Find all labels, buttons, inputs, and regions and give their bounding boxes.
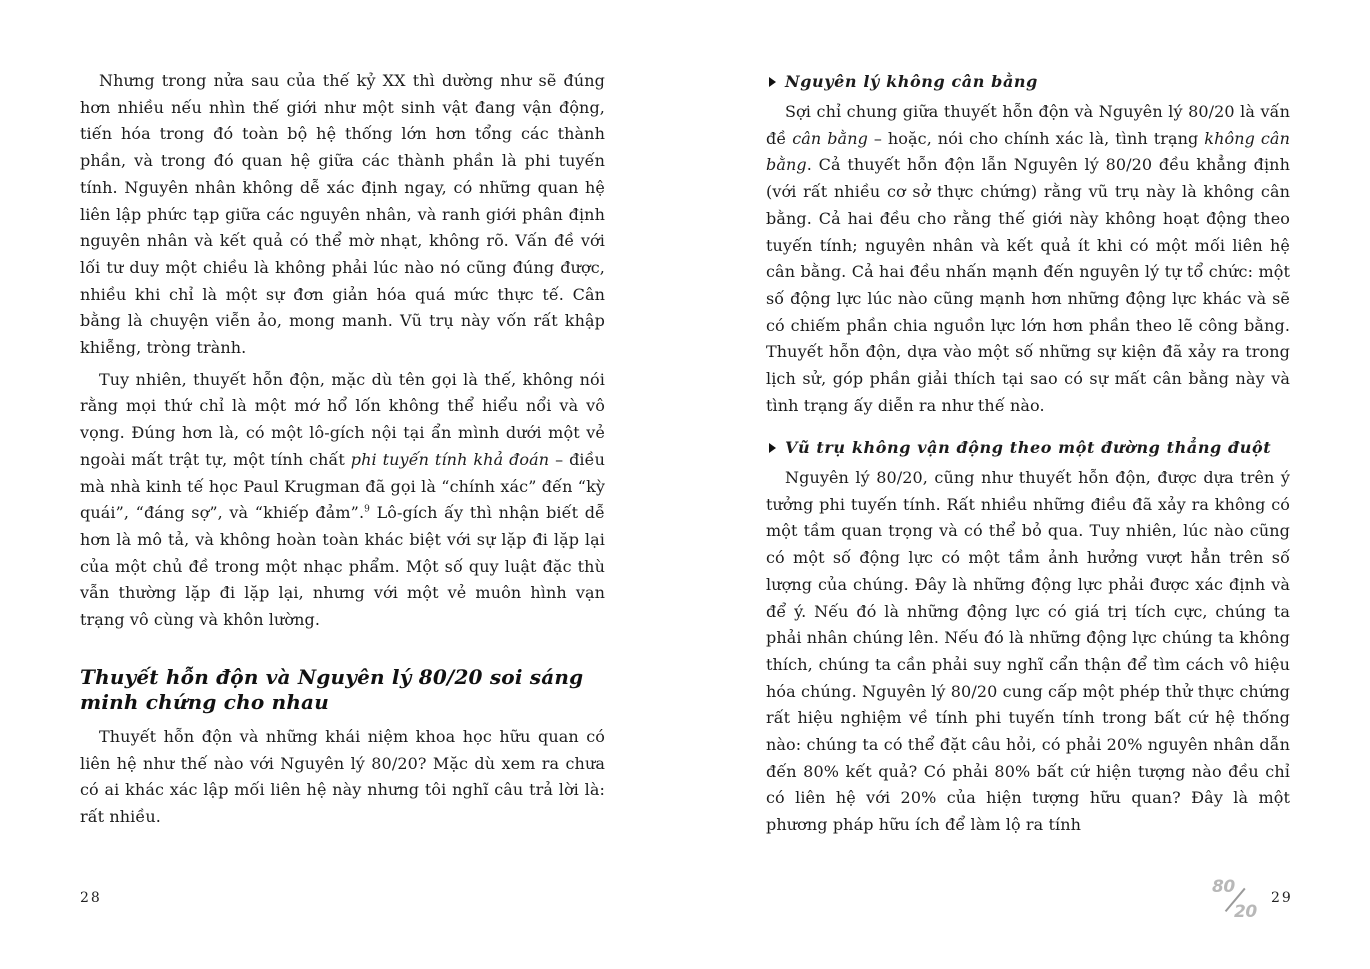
paragraph-2: Tuy nhiên, thuyết hỗn độn, mặc dù tên gọi là thế, không nói rằng mọi thứ chỉ là một mớ hổ lốn không thể hiểu nổi và vô vọng. Đúng hơn là, có một lô-gích nội tại ẩn mình dưới một vẻ ngoài mất trật tự, một tính chất phi tuyến tính khả đoán – điều mà nhà kinh tế học Paul Krugman đã gọi là “chính xác” đến “kỳ quái”, “đáng sợ”, và “khiếp đảm”.$^9$ Lô-gích ấy thì nhận biết dễ hơn là mô tả, và không hoàn toàn khác biệt với sự lặp đi lặp lại của một chủ đề trong một nhạc phẩm. Một số quy luật đặc thù vẫn thường lặp đi lặp lại, nhưng với một vẻ muôn hình vạn trạng vô cùng và khôn lường. [80, 369, 605, 630]
subsection-heading-2: Vũ trụ không vận động theo một đường thẳng đuột [766, 437, 1290, 459]
footnote-ref[interactable]: 9 [364, 504, 370, 515]
subsection-heading-1: Nguyên lý không cân bằng [766, 71, 1290, 93]
triangle-bullet-icon [769, 77, 776, 87]
left-body [80, 68, 605, 634]
triangle-bullet-icon [769, 443, 776, 453]
page-number-left: 28 [80, 890, 102, 906]
section [80, 665, 605, 831]
book-logo [1212, 877, 1264, 925]
emphasis: phi tuyến tính khả đoán [350, 449, 550, 469]
section-heading: Thuyết hỗn độn và Nguyên lý 80/20 soi sáng minh chứng cho nhau [80, 665, 584, 714]
subsection-paragraph-1: Sợi chỉ chung giữa thuyết hỗn độn và Nguyên lý 80/20 là vấn đề cân bằng – hoặc, nói cho chính xác là, tình trạng không cân bằng. Cả thuyết hỗn độn lẫn Nguyên lý 80/20 đều khẳng định (với rất nhiều cơ sở thực chứng) rằng vũ trụ này là không cân bằng. Cả hai đều cho rằng thế giới này không hoạt động theo tuyến tính; nguyên nhân và kết quả ít khi có một mối liên hệ cân bằng. Cả hai đều nhấn mạnh đến nguyên lý tự tổ chức: một số động lực lúc nào cũng mạnh hơn những động lực khác và sẽ có chiếm phần chia nguồn lực lớn hơn phần theo lẽ công bằng. Thuyết hỗn độn, dựa vào một số những sự kiện đã xảy ra trong lịch sử, góp phần giải thích tại sao có sự mất cân bằng này và tình trạng ấy diễn ra như thế nào. [766, 102, 1290, 415]
subsection-2 [766, 437, 1290, 839]
paragraph-1: Nhưng trong nửa sau của thế kỷ XX thì dường như sẽ đúng hơn nhiều nếu nhìn thế giới như một sinh vật đang vận động, tiến hóa trong đó toàn bộ hệ thống lớn hơn tổng các thành phần, và trong đó quan hệ giữa các thành phần là phi tuyến tính. Nguyên nhân không dễ xác định ngay, có những quan hệ liên lập phức tạp giữa các nguyên nhân, và ranh giới phân định nguyên nhân và kết quả có thể mờ nhạt, không rõ. Vấn đề với lối tư duy một chiều là không phải lúc nào nó cũng đúng được, nhiều khi chỉ là một sự đơn giản hóa quá mức thực tế. Cân bằng là chuyện viễn ảo, mong manh. Vũ trụ này vốn rất khập khiễng, tròng trành. [80, 71, 605, 358]
subsection-1 [766, 71, 1290, 419]
logo-bottom: 20 [1234, 902, 1257, 922]
page-number-right: 29 [1271, 890, 1293, 906]
logo-top: 80 [1212, 877, 1235, 897]
right-page [685, 0, 1370, 969]
subsection-paragraph-2: Nguyên lý 80/20, cũng như thuyết hỗn độn, được dựa trên ý tưởng phi tuyến tính. Rất nhiều những điều đã xảy ra không có một tầm quan trọng và có thể bỏ qua. Tuy nhiên, lúc nào cũng có một số động lực có một tầm ảnh hưởng vượt hẳn trên số lượng của chúng. Đây là những động lực phải được xác định và để ý. Nếu đó là những động lực có giá trị tích cực, chúng ta phải nhân chúng lên. Nếu đó là những động lực chúng ta không thích, chúng ta cần phải suy nghĩ cẩn thận để tìm cách vô hiệu hóa chúng. Nguyên lý 80/20 cung cấp một phép thử thực chứng rất hiệu nghiệm về tính phi tuyến tính trong bất cứ hệ thống nào: chúng ta có thể đặt câu hỏi, có phải 20% nguyên nhân dẫn đến 80% kết quả? Có phải 80% bất cứ hiện tượng nào đều chỉ có liên hệ với 20% của hiện tượng hữu quan? Đây là một phương pháp hữu ích để làm lộ ra tính [766, 468, 1290, 835]
section-paragraph: Thuyết hỗn độn và những khái niệm khoa học hữu quan có liên hệ như thế nào với Nguyên lý 80/20? Mặc dù xem ra chưa có ai khác xác lập mối liên hệ này nhưng tôi nghĩ câu trả lời là: rất nhiều. [80, 727, 605, 827]
